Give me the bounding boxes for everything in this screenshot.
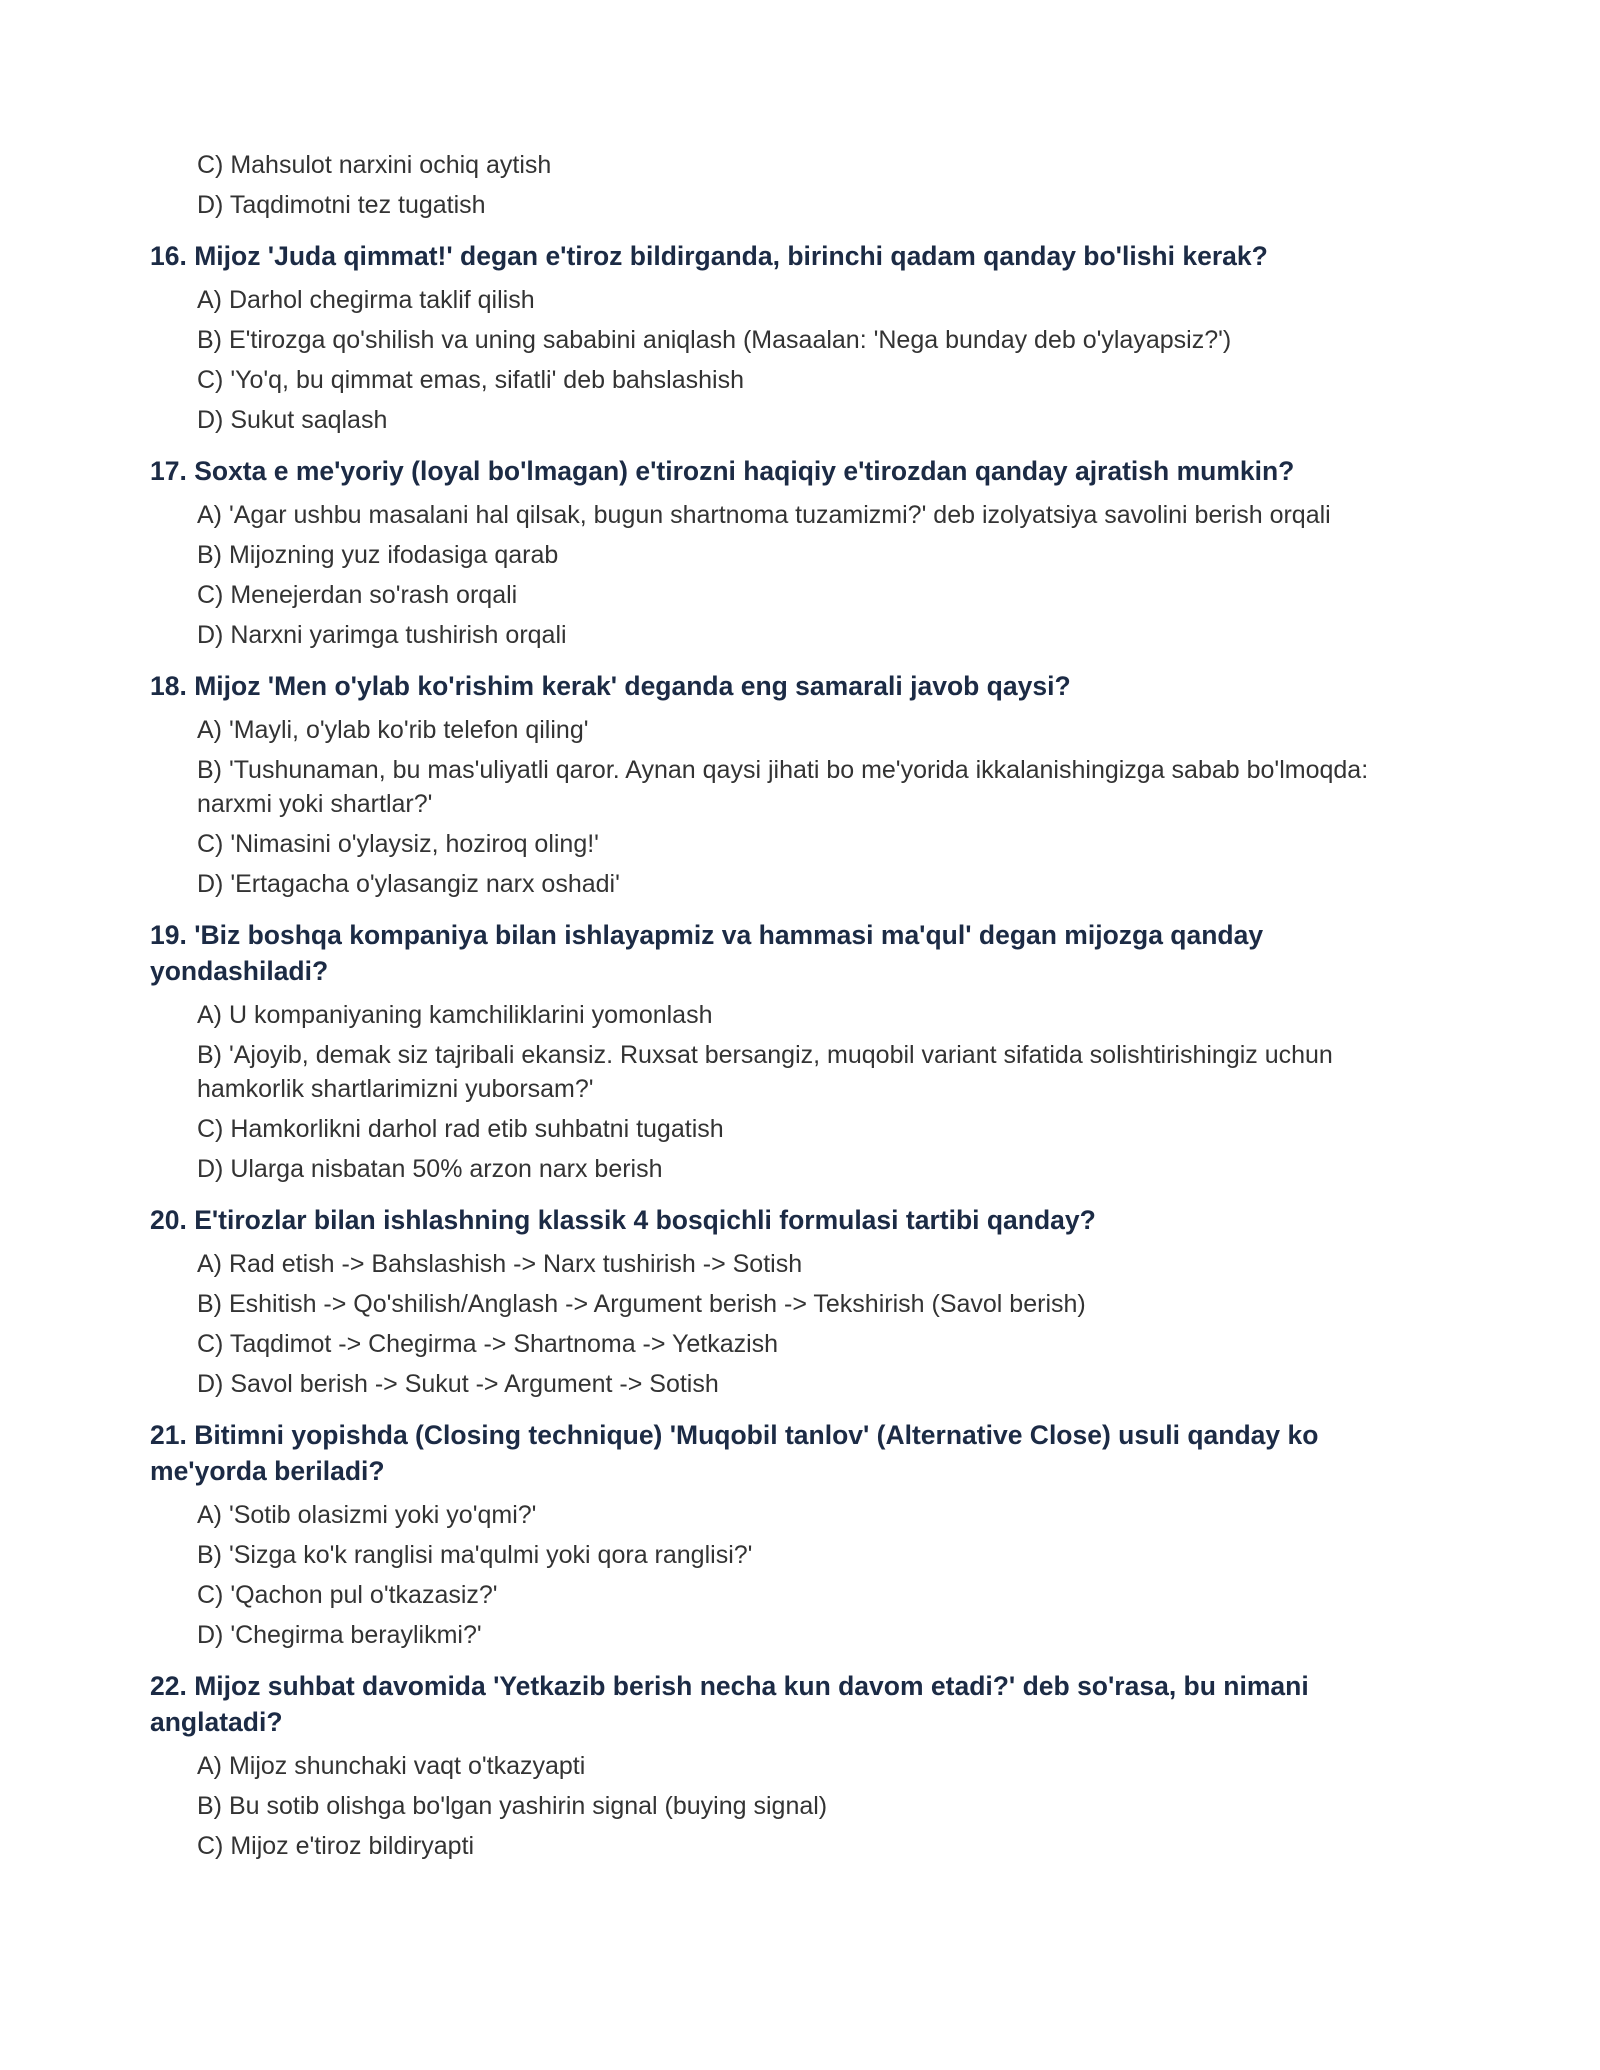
- question-block: [150, 1668, 1440, 1863]
- answer-option: A) 'Agar ushbu masalani hal qilsak, bugun shartnoma tuzamizmi?' deb izolyatsiya savolini berish orqali: [197, 501, 1331, 529]
- answer-option: B) Mijozning yuz ifodasiga qarab: [197, 541, 559, 569]
- question-block: [150, 1202, 1440, 1401]
- question-title: 16. Mijoz 'Juda qimmat!' degan e'tiroz bildirganda, birinchi qadam qanday bo'lishi kerak?: [150, 241, 1268, 271]
- question-title: 21. Bitimni yopishda (Closing technique) 'Muqobil tanlov' (Alternative Close) usuli qanday ko me'yorda beriladi?: [150, 1420, 1319, 1486]
- question-title: 17. Soxta e me'yoriy (loyal bo'lmagan) e'tirozni haqiqiy e'tirozdan qanday ajratish mumkin?: [150, 456, 1295, 486]
- answer-options: [150, 1749, 1440, 1863]
- answer-option: D) Savol berish -> Sukut -> Argument -> Sotish: [197, 1370, 719, 1398]
- answer-option: C) 'Qachon pul o'tkazasiz?': [197, 1581, 498, 1609]
- answer-option: C) Hamkorlikni darhol rad etib suhbatni tugatish: [197, 1115, 724, 1143]
- answer-option: A) Mijoz shunchaki vaqt o'tkazyapti: [197, 1752, 586, 1780]
- question-block: [150, 1417, 1440, 1652]
- answer-option: B) Bu sotib olishga bo'lgan yashirin signal (buying signal): [197, 1792, 828, 1820]
- answer-option: C) 'Nimasini o'ylaysiz, hoziroq oling!': [197, 830, 599, 858]
- answer-option: C) Menejerdan so'rash orqali: [197, 581, 518, 609]
- answer-option: B) 'Tushunaman, bu mas'uliyatli qaror. Aynan qaysi jihati bo me'yorida ikkalanishingizga sabab bo'lmoqda: narxmi yoki shartlar?': [197, 756, 1369, 818]
- answer-option: A) U kompaniyaning kamchiliklarini yomonlash: [197, 1001, 713, 1029]
- answer-option: D) Taqdimotni tez tugatish: [197, 191, 486, 219]
- answer-option: A) Rad etish -> Bahslashish -> Narx tushirish -> Sotish: [197, 1250, 803, 1278]
- answer-option: C) Taqdimot -> Chegirma -> Shartnoma -> Yetkazish: [197, 1330, 779, 1358]
- question-title: 20. E'tirozlar bilan ishlashning klassik 4 bosqichli formulasi tartibi qanday?: [150, 1205, 1096, 1235]
- answer-option: A) 'Sotib olasizmi yoki yo'qmi?': [197, 1501, 537, 1529]
- answer-option: C) Mijoz e'tiroz bildiryapti: [197, 1832, 475, 1860]
- question-block: [150, 668, 1440, 901]
- question-title: 22. Mijoz suhbat davomida 'Yetkazib berish necha kun davom etadi?' deb so'rasa, bu nimani anglatadi?: [150, 1671, 1309, 1737]
- answer-option: D) 'Chegirma beraylikmi?': [197, 1621, 482, 1649]
- answer-option: A) Darhol chegirma taklif qilish: [197, 286, 535, 314]
- answer-option: B) E'tirozga qo'shilish va uning sababini aniqlash (Masaalan: 'Nega bunday deb o'ylayapsiz?'): [197, 326, 1232, 354]
- answer-options: [150, 1498, 1440, 1652]
- question-title: 19. 'Biz boshqa kompaniya bilan ishlayapmiz va hammasi ma'qul' degan mijozga qanday yondashiladi?: [150, 920, 1264, 986]
- answer-option: D) Narxni yarimga tushirish orqali: [197, 621, 567, 649]
- answer-option: B) 'Sizga ko'k ranglisi ma'qulmi yoki qora ranglisi?': [197, 1541, 753, 1569]
- answer-option: D) 'Ertagacha o'ylasangiz narx oshadi': [197, 870, 620, 898]
- answer-option: B) 'Ajoyib, demak siz tajribali ekansiz. Ruxsat bersangiz, muqobil variant sifatida solishtirishingiz uchun hamkorlik shartlarimizni yuborsam?': [197, 1041, 1333, 1103]
- answer-option: D) Sukut saqlash: [197, 406, 388, 434]
- question-list: [150, 238, 1440, 1863]
- answer-options: [150, 283, 1440, 437]
- answer-options: [150, 1247, 1440, 1401]
- answer-option: A) 'Mayli, o'ylab ko'rib telefon qiling': [197, 716, 589, 744]
- question-block: [150, 453, 1440, 652]
- answer-options: [150, 998, 1440, 1186]
- question-block: [150, 238, 1440, 437]
- question-title: 18. Mijoz 'Men o'ylab ko'rishim kerak' deganda eng samarali javob qaysi?: [150, 671, 1071, 701]
- answer-option: B) Eshitish -> Qo'shilish/Anglash -> Argument berish -> Tekshirish (Savol berish): [197, 1290, 1086, 1318]
- answer-option: C) 'Yo'q, bu qimmat emas, sifatli' deb bahslashish: [197, 366, 744, 394]
- question-block: [150, 917, 1440, 1186]
- answer-option: D) Ularga nisbatan 50% arzon narx berish: [197, 1155, 663, 1183]
- answer-option: C) Mahsulot narxini ochiq aytish: [197, 151, 552, 179]
- carryover-options: [150, 148, 1440, 222]
- answer-options: [150, 713, 1440, 901]
- answer-options: [150, 498, 1440, 652]
